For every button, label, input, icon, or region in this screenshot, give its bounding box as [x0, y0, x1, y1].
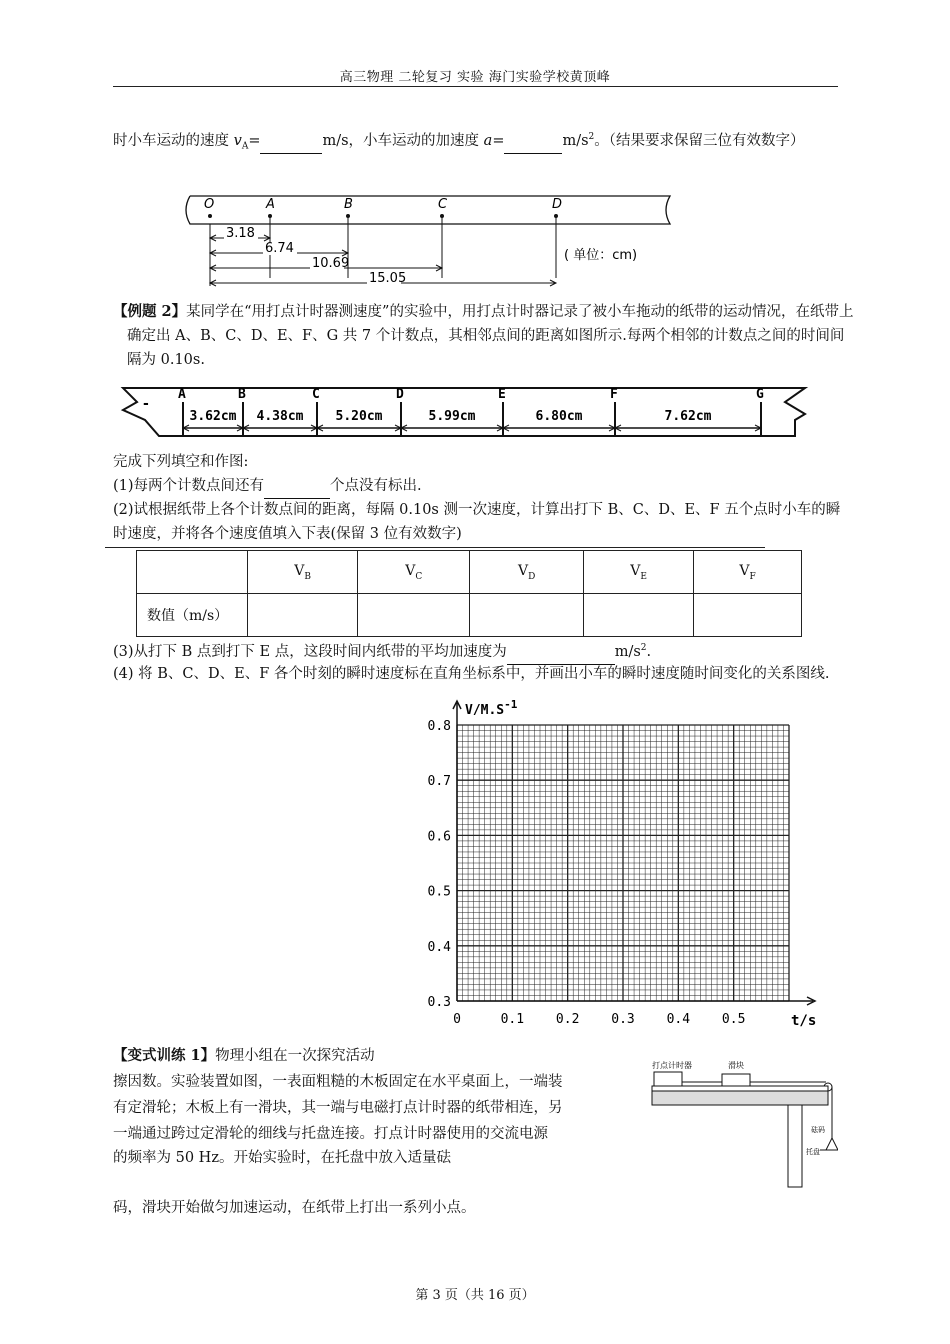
header-vb — [248, 551, 358, 594]
tape2-segment-2: 5.20cm — [335, 409, 383, 424]
row-label: 数值（m/s） — [137, 594, 248, 637]
variant-line2: 擦因数。实验装置如图，一表面粗糙的木板固定在水平桌面上，一端装 — [113, 1074, 563, 1090]
variant-line3: 有定滑轮；木板上有一滑块，其一端与电磁打点计时器的纸带相连，另 — [113, 1100, 563, 1116]
example2-tag: 【例题 2】 — [113, 303, 187, 320]
tape2-diagram — [115, 380, 815, 442]
tape1-label-D: D — [552, 197, 563, 212]
header-v-symbol: V — [294, 562, 305, 579]
tape2-label-B: B — [238, 387, 246, 402]
unit-2: m/s — [562, 132, 589, 149]
timer-box — [654, 1072, 682, 1086]
variant-line6: 码，滑块开始做匀加速运动，在纸带上打出一系列小点。 — [113, 1200, 476, 1216]
board — [652, 1086, 828, 1091]
table-rule — [105, 547, 765, 548]
weight-shape — [826, 1138, 838, 1150]
timer-label: 打点计时器 — [652, 1061, 692, 1070]
question-4: (4) 将 B、C、D、E、F 各个时刻的瞬时速度标在直角坐标系中，并画出小车的瞬时速度随时间变化的关系图线. — [113, 666, 830, 682]
header-subscript: D — [528, 571, 536, 582]
header-v-symbol: V — [630, 562, 641, 579]
blank-acceleration[interactable] — [504, 129, 562, 154]
tape2-segment-0: 3.62cm — [189, 409, 237, 424]
table-header-row — [137, 551, 802, 594]
tape1-distance-2: 10.69 — [312, 256, 350, 271]
chart-ylabel: $V/M.S^{-1}$ — [465, 698, 518, 718]
y-tick-label-5: 0.8 — [427, 719, 451, 734]
question-3 — [113, 636, 843, 665]
header-ve — [584, 551, 694, 594]
y-tick-label-2: 0.5 — [427, 884, 451, 900]
equals-1: = — [248, 132, 261, 149]
y-tick-label-1: 0.4 — [427, 939, 451, 955]
tray-label: 托盘 — [806, 1148, 820, 1156]
tape2-segment-4: 6.80cm — [535, 409, 583, 424]
table-leg — [788, 1105, 802, 1187]
table-value-row — [137, 594, 802, 637]
header-rule — [113, 86, 838, 87]
tape2-segment-5: 7.62cm — [664, 409, 712, 424]
header-vc — [358, 551, 470, 594]
tape1-distance-1: 6.74 — [265, 241, 294, 256]
header-subscript: C — [415, 571, 423, 582]
variant-line4: 一端通过跨过定滑轮的细线与托盘连接。打点计时器使用的交流电源 — [113, 1126, 548, 1142]
q1-text-b: 个点没有标出. — [330, 478, 422, 494]
value-vd[interactable] — [470, 594, 584, 637]
header-subscript: F — [749, 571, 756, 582]
header-vd — [470, 551, 584, 594]
blank-q1[interactable] — [264, 474, 330, 499]
velocity-time-chart — [415, 695, 835, 1030]
tape2-label-G: G — [756, 387, 764, 402]
v-symbol: v — [233, 132, 242, 149]
header-v-symbol: V — [405, 562, 416, 579]
x-tick-label-3: 0.3 — [611, 1012, 635, 1027]
y-tick-label-0: 0.3 — [427, 995, 451, 1010]
value-vc[interactable] — [358, 594, 470, 637]
value-ve[interactable] — [584, 594, 694, 637]
unit-2-sup: 2 — [588, 132, 595, 142]
tape1-diagram — [180, 188, 700, 296]
intro-text-a: 时小车运动的速度 — [113, 132, 234, 149]
tape1-label-O: O — [204, 197, 215, 212]
x-tick-label-5: 0.5 — [721, 1012, 746, 1027]
slider-label: 滑块 — [728, 1061, 744, 1070]
chart-xlabel: t/s — [791, 1013, 817, 1029]
tape2-minus: - — [143, 396, 149, 412]
example2-text: 某同学在“用打点计时器测速度”的实验中，用打点计时器记录了被小车拖动的纸带的运动情况，在纸带上确定出 A、B、C、D、E、F、G 共 7 个计数点，其相邻点间的距离如图所示.每两个相邻的计数点之间的时间间隔为 0.10s. — [127, 304, 854, 368]
tape2-label-F: F — [610, 387, 618, 402]
velocity-table — [136, 550, 802, 637]
page-footer: 第 3 页（共 16 页） — [415, 1288, 535, 1303]
tape2-label-C: C — [312, 387, 320, 402]
x-tick-label-2: 0.2 — [555, 1012, 580, 1027]
tape1-distance-3: 15.05 — [369, 271, 407, 286]
variant-text-1: 物理小组在一次探究活动 — [215, 1048, 375, 1064]
header-subscript: B — [304, 571, 311, 582]
questions-intro: 完成下列填空和作图: — [113, 454, 249, 470]
q3-unit-sup: 2 — [640, 643, 647, 653]
intro-tail: 。（结果要求保留三位有效数字） — [594, 132, 805, 149]
tape1-label-A: A — [266, 197, 275, 212]
tape2-segment-3: 5.99cm — [428, 409, 476, 424]
header-v-symbol: V — [517, 562, 529, 579]
tape1-label-C: C — [438, 197, 448, 212]
a-symbol: a — [483, 132, 493, 149]
value-vb[interactable] — [248, 594, 358, 637]
question-2: (2)试根据纸带上各个计数点间的距离，每隔 0.10s 测一次速度，计算出打下 B、C、D、E、F 五个点时小车的瞬时速度，并将各个速度值填入下表(保留 3 位有效数字) — [113, 502, 841, 542]
x-tick-label-4: 0.4 — [666, 1012, 691, 1027]
q3-period: . — [646, 643, 652, 660]
unit-1: m/s，小车运动的加速度 — [322, 132, 484, 149]
header-v-symbol: V — [739, 562, 750, 579]
header-subscript: E — [640, 571, 647, 582]
tape2-segment-1: 4.38cm — [256, 409, 304, 424]
tape1-unit-note: ( 单位：cm) — [564, 248, 638, 263]
y-tick-label-3: 0.6 — [427, 829, 451, 845]
weight-label: 砝码 — [811, 1126, 825, 1134]
variant-tag: 【变式训练 1】 — [113, 1047, 216, 1064]
tape1-distance-0: 3.18 — [226, 226, 255, 241]
slider-block — [722, 1074, 750, 1086]
table-top — [652, 1091, 828, 1105]
tape2-label-A: A — [178, 387, 186, 402]
y-tick-label-4: 0.7 — [427, 774, 451, 790]
x-tick-label-0: 0 — [453, 1012, 461, 1027]
tape1-label-B: B — [344, 197, 353, 212]
page-header: 高三物理 二轮复习 实验 海门实验学校黄顶峰 — [339, 70, 611, 85]
equals-2: = — [492, 132, 505, 149]
value-vf[interactable] — [694, 594, 802, 637]
header-vf — [694, 551, 802, 594]
tape1-point-O — [208, 214, 212, 218]
table-corner — [137, 551, 248, 594]
blank-velocity[interactable] — [260, 129, 322, 154]
tape1-strip — [186, 196, 670, 224]
q3-unit: m/s — [614, 643, 641, 660]
tape2-label-E: E — [498, 387, 506, 402]
variant-line5: 的频率为 50 Hz。开始实验时，在托盘中放入适量砝 — [113, 1150, 451, 1166]
apparatus-diagram — [648, 1058, 838, 1190]
variant-line1 — [113, 1044, 633, 1068]
q3-text-a: (3)从打下 B 点到打下 E 点，这段时间内纸带的平均加速度为 — [113, 643, 507, 660]
question-1 — [113, 474, 843, 499]
q1-text-a: (1)每两个计数点间还有 — [113, 478, 265, 494]
intro-paragraph — [113, 125, 843, 159]
tape2-label-D: D — [396, 387, 404, 402]
x-tick-label-1: 0.1 — [500, 1012, 525, 1027]
example2-paragraph — [113, 300, 857, 372]
v-subscript: A — [241, 141, 249, 152]
